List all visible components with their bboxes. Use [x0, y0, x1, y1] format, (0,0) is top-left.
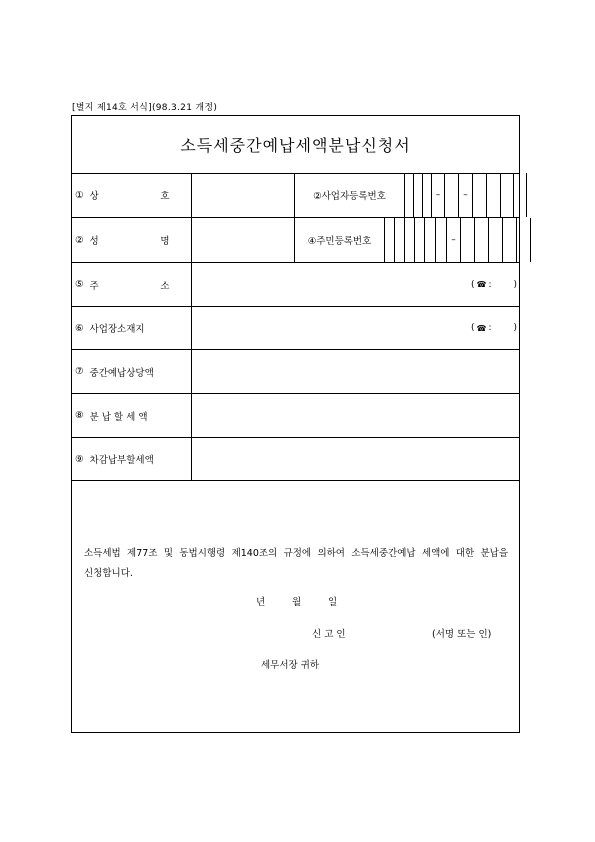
paren: (: [470, 323, 475, 333]
label-text: 사업장소재지: [89, 324, 145, 335]
phone-number: [471, 263, 517, 306]
date-year: 년: [256, 597, 266, 608]
row-number: ①: [75, 189, 84, 201]
label-text: [90, 188, 170, 202]
separator-dash: –: [431, 173, 444, 217]
digit-box[interactable]: [435, 218, 446, 262]
interim-amount-field[interactable]: [192, 350, 519, 393]
row-number: ⑥: [75, 322, 84, 334]
date-month: 월: [292, 597, 302, 608]
signature-label: (서명 또는 인): [432, 629, 492, 640]
label-char: 명: [160, 236, 170, 247]
label-text: 중간예납상당액: [89, 367, 154, 379]
business-name-field[interactable]: [192, 173, 294, 217]
label-char: 상: [89, 191, 99, 202]
name-field[interactable]: [192, 218, 294, 262]
colon: :: [488, 279, 492, 290]
row-name: [72, 218, 519, 263]
digit-box[interactable]: [474, 218, 488, 262]
digit-box[interactable]: [488, 218, 502, 262]
label-text: 차감납부할세액: [89, 455, 154, 466]
paren: ): [513, 279, 517, 290]
address-field[interactable]: [192, 263, 519, 306]
label-interim-amount: [72, 350, 192, 393]
row-address: [72, 263, 519, 307]
digit-box[interactable]: [500, 173, 513, 217]
digit-box[interactable]: [413, 173, 422, 217]
digit-box[interactable]: [404, 218, 414, 262]
digit-box[interactable]: [530, 218, 544, 262]
label-resident-reg-number: ④주민등록번호: [294, 218, 384, 262]
row-number: ⑧: [75, 410, 84, 421]
separator-dash: –: [446, 218, 460, 262]
paren: ): [513, 323, 517, 333]
net-payable-field[interactable]: [192, 438, 519, 480]
label-business-reg-number: ②사업자등록번호: [294, 173, 404, 217]
tax-office-addressee: 세무서장 귀하: [261, 660, 320, 671]
application-form: [71, 115, 520, 733]
row-number: ⑨: [75, 453, 84, 465]
form-caption: [별지 제14호 서식](98.3.21 개정): [72, 103, 218, 113]
date-day: 일: [328, 597, 338, 608]
row-interim-amount: [72, 350, 519, 394]
digit-box[interactable]: [526, 173, 540, 217]
row-number: ⑦: [75, 366, 84, 377]
row-number: ②: [75, 234, 84, 246]
label-name: [72, 218, 192, 262]
digit-box[interactable]: [394, 218, 404, 262]
phone-number: [471, 307, 517, 349]
telephone-icon: ☎: [476, 280, 487, 289]
digit-box[interactable]: [502, 218, 516, 262]
label-text: 분 납 할 세 액: [89, 411, 148, 423]
digit-box[interactable]: [384, 218, 394, 262]
label-business-name: [72, 173, 192, 217]
label-business-location: [72, 307, 192, 349]
row-number: ⑤: [75, 279, 84, 290]
label-net-payable: [72, 438, 192, 480]
colon: :: [488, 323, 492, 333]
resident-reg-number-field[interactable]: [384, 218, 544, 262]
digit-box[interactable]: [486, 173, 500, 217]
business-location-field[interactable]: [192, 307, 519, 349]
row-business-name: [72, 173, 519, 218]
declaration-text: 소득세법 제77조 및 동법시행령 제140조의 규정에 의하여 소득세중간예납 세액에 대한 분납을 신청합니다.: [84, 548, 508, 579]
label-text: [90, 278, 170, 292]
label-char: 호: [160, 191, 170, 202]
row-net-payable: [72, 438, 519, 481]
row-installment-amount: [72, 394, 519, 438]
digit-box[interactable]: [513, 173, 526, 217]
digit-box[interactable]: [424, 218, 435, 262]
digit-box[interactable]: [460, 218, 474, 262]
digit-box[interactable]: [404, 173, 413, 217]
installment-amount-field[interactable]: [192, 394, 519, 437]
label-char: 주: [89, 280, 99, 292]
digit-box[interactable]: [414, 218, 424, 262]
business-reg-number-field[interactable]: [404, 173, 540, 217]
label-installment-amount: [72, 394, 192, 437]
row-business-location: [72, 307, 519, 350]
label-text: [90, 233, 170, 247]
label-char: 성: [89, 236, 99, 247]
separator-dash: –: [458, 173, 472, 217]
digit-box[interactable]: [444, 173, 458, 217]
digit-box[interactable]: [516, 218, 530, 262]
title-row: [72, 116, 519, 174]
digit-box[interactable]: [472, 173, 486, 217]
label-address: [72, 263, 192, 306]
paren: (: [470, 279, 475, 290]
form-title: 소득세중간예납세액분납신청서: [180, 136, 411, 155]
telephone-icon: ☎: [476, 323, 487, 333]
declarant-label: 신 고 인: [312, 629, 346, 640]
label-char: 소: [160, 280, 170, 292]
digit-box[interactable]: [422, 173, 431, 217]
